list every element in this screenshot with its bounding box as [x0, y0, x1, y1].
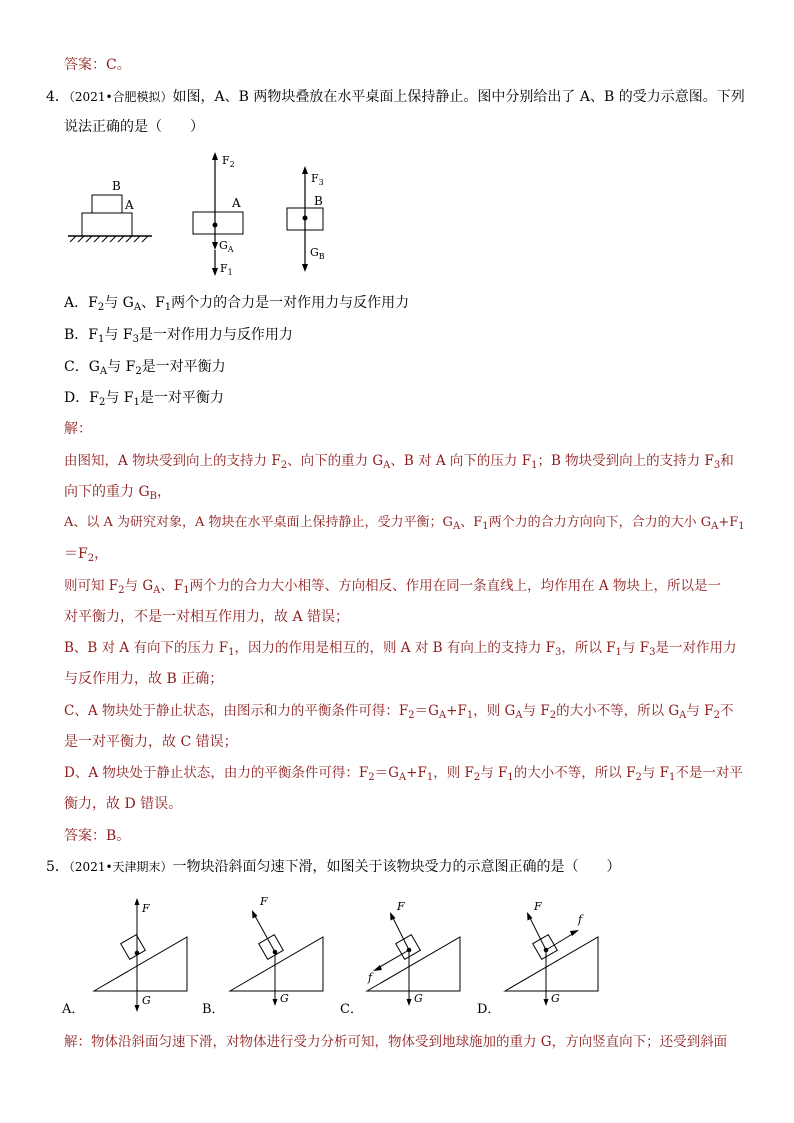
block-B: [92, 195, 122, 213]
svg-text:D．: D．: [477, 1002, 501, 1017]
svg-text:F1: $F_1$: [220, 262, 233, 277]
question-4-stem-line-2: 说法正确的是（ ）: [64, 119, 204, 135]
solution-line-1: 由图知，A 物块受到向上的支持力 $F_2$、向下的重力 $G_A$、B 对 A 向下的压力 $F_1$；B 物块受到向上的支持力 $F_3$和: [64, 453, 734, 471]
option-C[interactable]: C．$G_A$与 $F_2$是一对平衡力: [64, 359, 226, 377]
question-4-stem-line-1: 4．（2021•合肥模拟）如图，A、B 两物块叠放在水平桌面上保持静止。图中分别给出了 A、B 的受力示意图。下列: [46, 89, 745, 105]
solution-line-11: D、A 物块处于静止状态，由力的平衡条件可得：$F_2=G_A+F_1$，则 $F_2$与 $F_1$的大小不等，所以 $F_2$与 $F_1$不是一对平: [64, 765, 743, 783]
incline-option-B: [202, 895, 323, 1017]
solution-line-4: $=F_2$，: [64, 546, 109, 564]
svg-text:F3: $F_3$: [311, 172, 324, 187]
q5-incline-diagrams: [60, 890, 760, 1030]
question-5-stem: 5．（2021•天津期末）一物块沿斜面匀速下滑，如图关于该物块受力的示意图正确的是（ ）: [46, 859, 621, 875]
option-D[interactable]: D．$F_2$与 $F_1$是一对平衡力: [64, 390, 224, 408]
svg-text:GA: $G_A$: [219, 239, 234, 254]
solution-line-10: 是一对平衡力，故 C 错误；: [64, 734, 238, 750]
svg-text:F: F: [534, 900, 542, 913]
block-A: [82, 213, 132, 236]
solution-line-8: 与反作用力，故 B 正确；: [64, 671, 224, 687]
solution-line-7: B、B 对 A 有向下的压力 $F_1$，因力的作用是相互的，则 A 对 B 有向上的支持力 $F_3$，所以 $F_1$与 $F_3$是一对作用力: [64, 640, 737, 658]
diagram-A-block: [193, 212, 243, 234]
question-number: 4．: [46, 89, 69, 105]
svg-text:A．: A．: [62, 1002, 85, 1017]
solution-line-9: C、A 物块处于静止状态，由图示和力的平衡条件可得：$F_2=G_A+F_1$，则 $G_A$与 $F_2$的大小不等，所以 $G_A$与 $F_2$不: [64, 703, 734, 721]
solution-line-5: 则可知 $F_2$与 $G_A$、$F_1$两个力的合力大小相等、方向相反、作用在同一条直线上，均作用在 A 物块上，所以是一: [64, 578, 721, 596]
svg-text:G: G: [142, 994, 151, 1007]
svg-text:A: A: [232, 196, 241, 210]
solution-line-2: 向下的重力 $G_B$，: [64, 484, 171, 502]
solution-line-3: A、以 A 为研究对象，A 物块在水平桌面上保持静止，受力平衡；$G_A$、$F_1$两个力的合力方向向下，合力的大小 $G_A+F_1$: [64, 515, 745, 532]
svg-text:C．: C．: [340, 1002, 363, 1017]
solution-label: 解：: [64, 421, 92, 437]
svg-text:G: G: [414, 992, 423, 1005]
solution-line-6: 对平衡力，不是一对相互作用力，故 A 错误；: [64, 609, 350, 625]
svg-text:G: G: [551, 992, 560, 1005]
question-number: 5．: [46, 859, 69, 875]
label-B: B: [112, 179, 121, 193]
label-A: A: [125, 198, 134, 212]
question-source: （2021•天津期末）: [68, 860, 173, 874]
option-B[interactable]: B．$F_1$与 $F_3$是一对作用力与反作用力: [64, 327, 293, 345]
svg-text:GB: $G_B$: [310, 246, 325, 261]
incline-option-A: [61, 898, 187, 1017]
svg-text:B．: B．: [202, 1002, 225, 1017]
incline-option-C: [340, 900, 460, 1017]
previous-answer: 答案：C。: [64, 57, 131, 73]
svg-text:G: G: [280, 992, 289, 1005]
solution-line-12: 衡力，故 D 错误。: [64, 796, 183, 812]
option-A[interactable]: A．$F_2$与 $G_A$、$F_1$两个力的合力是一对作用力与反作用力: [64, 295, 410, 313]
solution-5-line-1: 解：物体沿斜面匀速下滑，对物体进行受力分析可知，物体受到地球施加的重力 G，方向竖直向下；还受到斜面: [64, 1034, 728, 1050]
answer-4: 答案：B。: [64, 828, 131, 844]
question-source: （2021•合肥模拟）: [68, 90, 173, 104]
svg-text:F: F: [260, 895, 268, 908]
svg-text:F: F: [397, 900, 405, 913]
svg-text:F: F: [142, 902, 150, 915]
q4-force-diagram: [60, 146, 360, 286]
svg-text:B: B: [314, 194, 323, 208]
svg-text:f: f: [578, 913, 583, 926]
incline-option-D: [477, 900, 598, 1017]
svg-text:f: f: [368, 971, 373, 984]
svg-text:F2: $F_2$: [222, 154, 235, 169]
